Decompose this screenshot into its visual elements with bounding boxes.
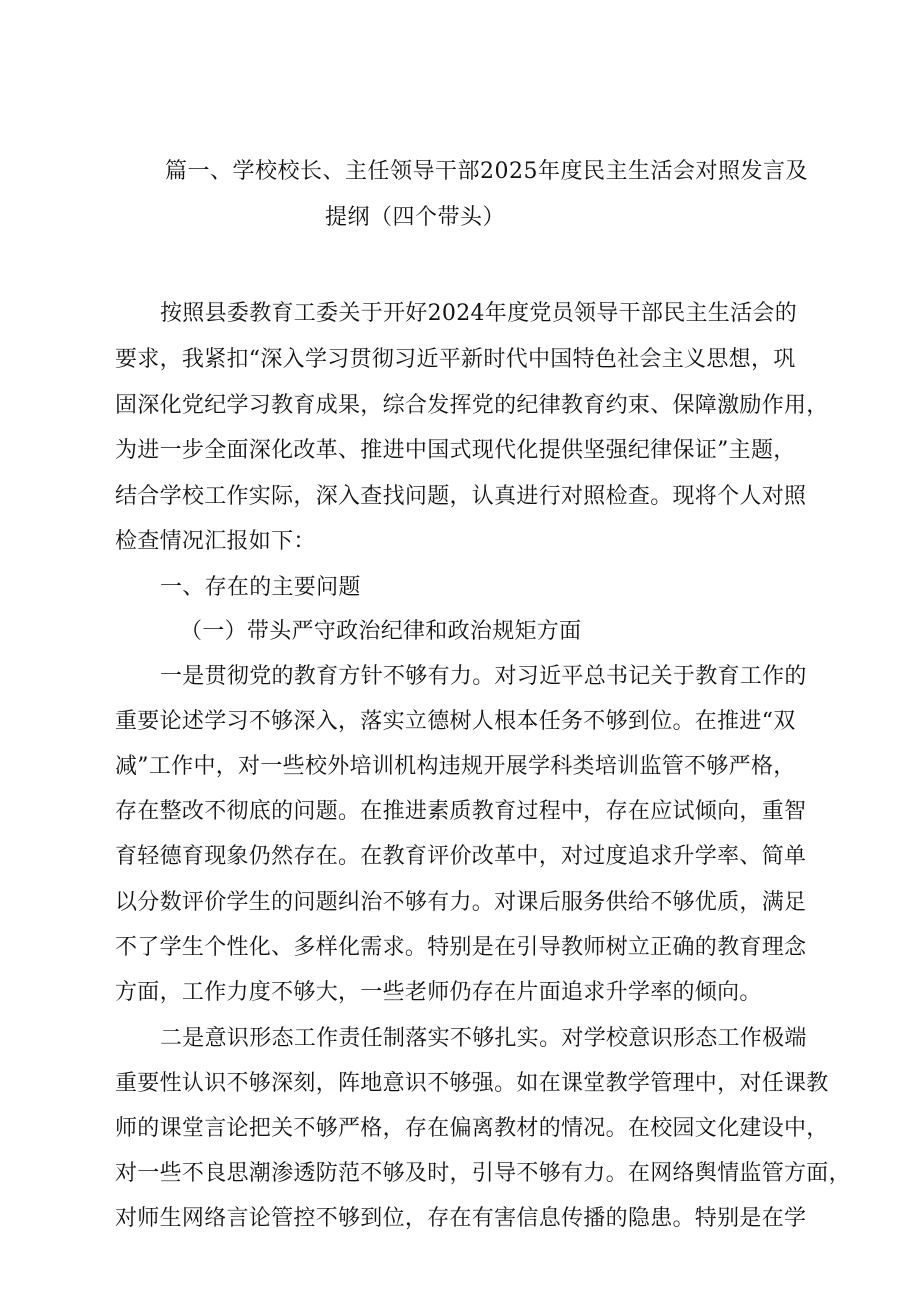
paragraph-line: 重要性认识不够深刻，阵地意识不够强。如在课堂教学管理中，对任课教 (115, 1071, 829, 1096)
section-heading: 一、存在的主要问题 (160, 575, 361, 600)
paragraph-line: 要求，我紧扣“深入学习贯彻习近平新时代中国特色社会主义思想，巩 (115, 347, 796, 372)
document-title-line-1: 篇一、学校校长、主任领导干部2025年度民主生活会对照发言及 (165, 159, 808, 184)
paragraph-line: 方面，工作力度不够大，一些老师仍存在片面追求升学率的倾向。 (115, 980, 762, 1005)
subsection-heading: （一）带头严守政治纪律和政治规矩方面 (180, 619, 582, 644)
paragraph-line: 二是意识形态工作责任制落实不够扎实。对学校意识形态工作极端 (160, 1026, 807, 1051)
paragraph-line: 减”工作中，对一些校外培训机构违规开展学科类培训监管不够严格， (115, 754, 796, 779)
paragraph-line: 对师生网络言论管控不够到位，存在有害信息传播的隐患。特别是在学 (115, 1206, 807, 1231)
paragraph-line: 以分数评价学生的问题纠治不够有力。对课后服务供给不够优质，满足 (115, 890, 807, 915)
paragraph-line: 固深化党纪学习教育成果，综合发挥党的纪律教育约束、保障激励作用， (115, 393, 829, 418)
paragraph-line: 一是贯彻党的教育方针不够有力。对习近平总书记关于教育工作的 (160, 664, 807, 689)
paragraph-line: 师的课堂言论把关不够严格，存在偏离教材的情况。在校园文化建设中， (115, 1116, 829, 1141)
paragraph-line: 结合学校工作实际，深入查找问题，认真进行对照检查。现将个人对照 (115, 484, 807, 509)
paragraph-line: 重要论述学习不够深入，落实立德树人根本任务不够到位。在推进“双 (115, 709, 796, 734)
paragraph-line: 为进一步全面深化改革、推进中国式现代化提供坚强纪律保证”主题， (115, 438, 796, 463)
paragraph-line: 按照县委教育工委关于开好2024年度党员领导干部民主生活会的 (160, 301, 797, 326)
paragraph-line: 检查情况汇报如下： (115, 529, 316, 554)
paragraph-line: 存在整改不彻底的问题。在推进素质教育过程中，存在应试倾向，重智 (115, 799, 807, 824)
paragraph-line: 对一些不良思潮渗透防范不够及时，引导不够有力。在网络舆情监管方面， (115, 1161, 851, 1186)
document-title-line-2: 提纲（四个带头） (325, 205, 506, 230)
paragraph-line: 育轻德育现象仍然存在。在教育评价改革中，对过度追求升学率、简单 (115, 844, 807, 869)
paragraph-line: 不了学生个性化、多样化需求。特别是在引导教师树立正确的教育理念 (115, 935, 807, 960)
